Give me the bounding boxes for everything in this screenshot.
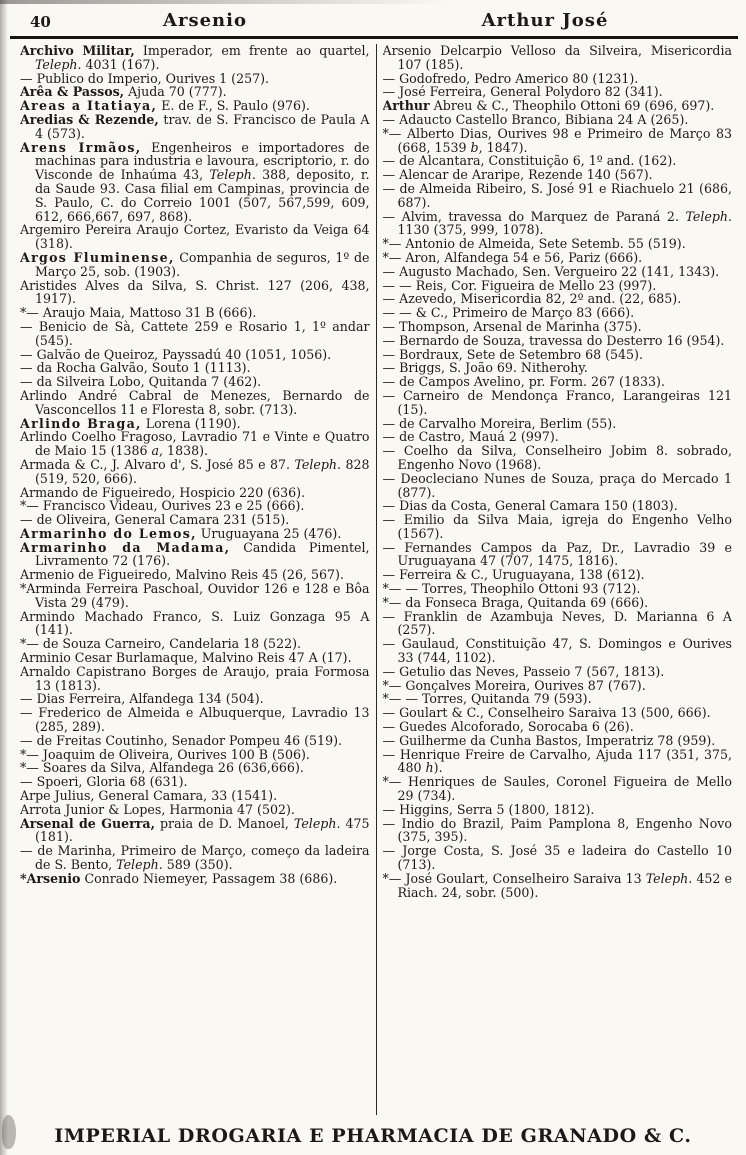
directory-entry: Armindo Machado Franco, S. Luiz Gonzaga 95 A (141). bbox=[20, 608, 370, 638]
directory-entry: — de Campos Avelino, pr. Form. 267 (1833). bbox=[382, 374, 665, 390]
directory-entry: — de Almeida Ribeiro, S. José 91 e Riachuelo 21 (686, 687). bbox=[382, 180, 732, 210]
scan-artifact-top-edge bbox=[0, 0, 448, 4]
directory-entry: Arens Irmãos, Engenheiros e importadores de machinas para industria e lavoura, escriptorio, r. do Visconde de Inhaúma 43, Teleph. 388, deposito, r. da Saude 93. Casa filial em Campinas, provincia de S. Paulo, C. do Correio 1001 (507, 567,599, 609, 612, 666,667, 697, 868). bbox=[20, 139, 370, 224]
directory-entry: — Carneiro de Mendonça Franco, Larangeiras 121 (15). bbox=[382, 387, 732, 417]
directory-entry: — José Ferreira, General Polydoro 82 (341). bbox=[382, 84, 663, 100]
directory-entry: — — & C., Primeiro de Março 83 (666). bbox=[382, 305, 635, 321]
directory-entry: — Publico do Imperio, Ourives 1 (257). bbox=[20, 70, 270, 86]
directory-entry: — da Silveira Lobo, Quitanda 7 (462). bbox=[20, 374, 262, 390]
directory-entry: *— Antonio de Almeida, Sete Setemb. 55 (519). bbox=[382, 236, 686, 252]
directory-entry: — de Carvalho Moreira, Berlim (55). bbox=[382, 415, 617, 431]
directory-entry: — de Marinha, Primeiro de Março, começo da ladeira de S. Bento, Teleph. 589 (350). bbox=[20, 843, 370, 873]
directory-entry: Armada & C., J. Alvaro d', S. José 85 e 87. Teleph. 828 (519, 520, 666). bbox=[20, 456, 370, 486]
directory-entry: — Ferreira & C., Uruguayana, 138 (612). bbox=[382, 567, 645, 583]
directory-entry: — Benicio de Sà, Cattete 259 e Rosario 1, 1º andar (545). bbox=[20, 318, 370, 348]
directory-entry: — Jorge Costa, S. José 35 e ladeira do Castello 10 (713). bbox=[382, 843, 732, 873]
directory-entry: — Higgins, Serra 5 (1800, 1812). bbox=[382, 801, 595, 817]
directory-entry: *— José Goulart, Conselheiro Saraiva 13 Teleph. 452 e Riach. 24, sobr. (500). bbox=[382, 870, 732, 900]
page-number: 40 bbox=[30, 13, 51, 31]
directory-entry: Argos Fluminense, Companhia de seguros, 1º de Março 25, sob. (1903). bbox=[20, 249, 370, 279]
directory-entry: Arsenio Delcarpio Velloso da Silveira, Misericordia 107 (185). bbox=[382, 44, 732, 72]
directory-entry: *— Araujo Maia, Mattoso 31 B (666). bbox=[20, 305, 257, 321]
directory-entry: Aristides Alves da Silva, S. Christ. 127 (206, 438, 1917). bbox=[20, 277, 370, 307]
directory-entry: *— Henriques de Saules, Coronel Figueira de Mello 29 (734). bbox=[382, 774, 732, 804]
scan-artifact-bottom-blob bbox=[2, 1115, 16, 1149]
directory-entry: — Deocleciano Nunes de Souza, praça do Mercado 1 (877). bbox=[382, 470, 732, 500]
directory-entry: — — Reis, Cor. Figueira de Mello 23 (997). bbox=[382, 277, 657, 293]
directory-entry: — de Alcantara, Constituição 6, 1º and. (162). bbox=[382, 153, 677, 169]
directory-entry: — Gaulaud, Constituição 47, S. Domingos e Ourives 33 (744, 1102). bbox=[382, 636, 732, 666]
scan-artifact-left-edge bbox=[0, 0, 8, 1155]
directory-entry: *Arminda Ferreira Paschoal, Ouvidor 126 e 128 e Bôa Vista 29 (479). bbox=[20, 581, 370, 610]
directory-entry: — Augusto Machado, Sen. Vergueiro 22 (141, 1343). bbox=[382, 263, 720, 279]
directory-entry: Arlindo Coelho Fragoso, Lavradio 71 e Vinte e Quatro de Maio 15 (1386 a, 1838). bbox=[20, 429, 370, 459]
header-keyword-right: Arthur José bbox=[481, 10, 609, 31]
directory-entry: — Guedes Alcoforado, Sorocaba 6 (26). bbox=[382, 719, 634, 735]
directory-entry: — de Castro, Mauá 2 (997). bbox=[382, 429, 559, 445]
directory-entry: *— Francisco Videau, Ourives 23 e 25 (666). bbox=[20, 498, 305, 514]
directory-entry: Arthur Abreu & C., Theophilo Ottoni 69 (696, 697). bbox=[382, 98, 715, 114]
directory-entry: — Dias Ferreira, Alfandega 134 (504). bbox=[20, 691, 264, 707]
directory-entry: Arsenal de Guerra, praia de D. Manoel, Teleph. 475 (181). bbox=[20, 815, 370, 845]
column-divider bbox=[376, 44, 377, 1115]
directory-entry: Arlindo André Cabral de Menezes, Bernardo de Vasconcellos 11 e Floresta 8, sobr. (713). bbox=[20, 387, 370, 417]
directory-entry: Areas a Itatiaya, E. de F., S. Paulo (976). bbox=[20, 98, 310, 114]
directory-entry: *Arsenio Conrado Niemeyer, Passagem 38 (686). bbox=[20, 870, 338, 886]
directory-entry: — Indio do Brazil, Paim Pamplona 8, Engenho Novo (375, 395). bbox=[382, 815, 732, 845]
directory-entry: — Thompson, Arsenal de Marinha (375). bbox=[382, 318, 642, 334]
directory-entry: Armarinho da Madama, Candida Pimentel, Livramento 72 (176). bbox=[20, 539, 370, 569]
directory-entry: — de Oliveira, General Camara 231 (515). bbox=[20, 512, 290, 528]
directory-entry: — Alencar de Araripe, Rezende 140 (567). bbox=[382, 167, 653, 183]
footer-ad bbox=[0, 1125, 746, 1147]
directory-entry: — Emilio da Silva Maia, igreja do Engenho Velho (1567). bbox=[382, 512, 732, 541]
directory-entry: — Bernardo de Souza, travessa do Desterro 16 (954). bbox=[382, 332, 725, 348]
directory-body bbox=[20, 44, 732, 1115]
directory-entry: *— — Torres, Quitanda 79 (593). bbox=[382, 691, 592, 707]
directory-entry: — Bordraux, Sete de Setembro 68 (545). bbox=[382, 346, 643, 362]
directory-entry: *— da Fonseca Braga, Quitanda 69 (666). bbox=[382, 594, 649, 610]
directory-entry: Arpe Julius, General Camara, 33 (1541). bbox=[20, 788, 278, 804]
directory-entry: — Coelho da Silva, Conselheiro Jobim 8. sobrado, Engenho Novo (1968). bbox=[382, 443, 732, 472]
directory-entry: *— Joaquim de Oliveira, Ourives 100 B (506). bbox=[20, 746, 310, 762]
directory-entry: — Azevedo, Misericordia 82, 2º and. (22, 685). bbox=[382, 291, 682, 307]
directory-entry: Armarinho do Lemos, Uruguayana 25 (476). bbox=[20, 525, 342, 541]
directory-entry: *— Gonçalves Moreira, Ourives 87 (767). bbox=[382, 677, 646, 693]
directory-entry: — Frederico de Almeida e Albuquerque, Lavradio 13 (285, 289). bbox=[20, 705, 370, 735]
directory-entry: Arêa & Passos, Ajuda 70 (777). bbox=[20, 84, 227, 100]
directory-entry: *— Alberto Dias, Ourives 98 e Primeiro de Março 83 (668, 1539 b, 1847). bbox=[382, 125, 732, 155]
directory-entry: — Fernandes Campos da Paz, Dr., Lavradio 39 e Uruguayana 47 (707, 1475, 1816). bbox=[382, 539, 732, 569]
directory-entry: Armando de Figueiredo, Hospicio 220 (636). bbox=[20, 484, 306, 500]
directory-entry: Arminio Cesar Burlamaque, Malvino Reis 47 A (17). bbox=[20, 650, 352, 666]
directory-entry: — Adaucto Castello Branco, Bibiana 24 A (265). bbox=[382, 111, 689, 127]
left-column bbox=[20, 44, 370, 1115]
page-header bbox=[0, 8, 746, 36]
directory-entry: — de Freitas Coutinho, Senador Pompeu 46 (519). bbox=[20, 732, 342, 748]
directory-entry: Argemiro Pereira Araujo Cortez, Evaristo da Veiga 64 (318). bbox=[20, 222, 370, 252]
directory-entry: — Dias da Costa, General Camara 150 (1803). bbox=[382, 498, 678, 514]
header-rule bbox=[10, 36, 738, 39]
directory-entry: — Godofredo, Pedro Americo 80 (1231). bbox=[382, 70, 639, 86]
directory-entry: Arnaldo Capistrano Borges de Araujo, praia Formosa 13 (1813). bbox=[20, 663, 370, 693]
directory-entry: *— — Torres, Theophilo Ottoni 93 (712). bbox=[382, 581, 641, 597]
directory-entry: Aredias & Rezende, trav. de S. Francisco de Paula A 4 (573). bbox=[20, 111, 370, 141]
directory-entry: — da Rocha Galvão, Souto 1 (1113). bbox=[20, 360, 251, 376]
directory-entry: Arlindo Braga, Lorena (1190). bbox=[20, 415, 241, 431]
directory-entry: — Spoeri, Gloria 68 (631). bbox=[20, 774, 188, 790]
directory-entry: — Getulio das Neves, Passeio 7 (567, 1813). bbox=[382, 663, 665, 679]
directory-entry: — Guilherme da Cunha Bastos, Imperatriz 78 (959). bbox=[382, 732, 716, 748]
footer-ad-text: IMPERIAL DROGARIA E PHARMACIA DE GRANADO & C. bbox=[54, 1125, 692, 1147]
directory-entry: — Galvão de Queiroz, Payssadú 40 (1051, 1056). bbox=[20, 346, 332, 362]
directory-entry: — Alvim, travessa do Marquez de Paraná 2. Teleph. 1130 (375, 999, 1078). bbox=[382, 208, 732, 238]
directory-entry: Archivo Militar, Imperador, em frente ao quartel, Teleph. 4031 (167). bbox=[20, 44, 370, 72]
header-keyword-left: Arsenio bbox=[163, 10, 247, 31]
directory-entry: Armenio de Figueiredo, Malvino Reis 45 (26, 567). bbox=[20, 567, 344, 583]
directory-entry: — Franklin de Azambuja Neves, D. Marianna 6 A (257). bbox=[382, 608, 732, 638]
directory-entry: — Henrique Freire de Carvalho, Ajuda 117 (351, 375, 480 h). bbox=[382, 746, 732, 776]
directory-entry: — Goulart & C., Conselheiro Saraiva 13 (500, 666). bbox=[382, 705, 711, 721]
directory-entry: *— de Souza Carneiro, Candelaria 18 (522). bbox=[20, 636, 302, 652]
right-column bbox=[383, 44, 733, 1115]
directory-entry: — Briggs, S. João 69. Nitherohy. bbox=[382, 360, 588, 376]
directory-entry: *— Aron, Alfandega 54 e 56, Pariz (666). bbox=[382, 249, 643, 265]
directory-entry: *— Soares da Silva, Alfandega 26 (636,666). bbox=[20, 760, 304, 776]
directory-entry: Arrota Junior & Lopes, Harmonia 47 (502). bbox=[20, 801, 295, 817]
